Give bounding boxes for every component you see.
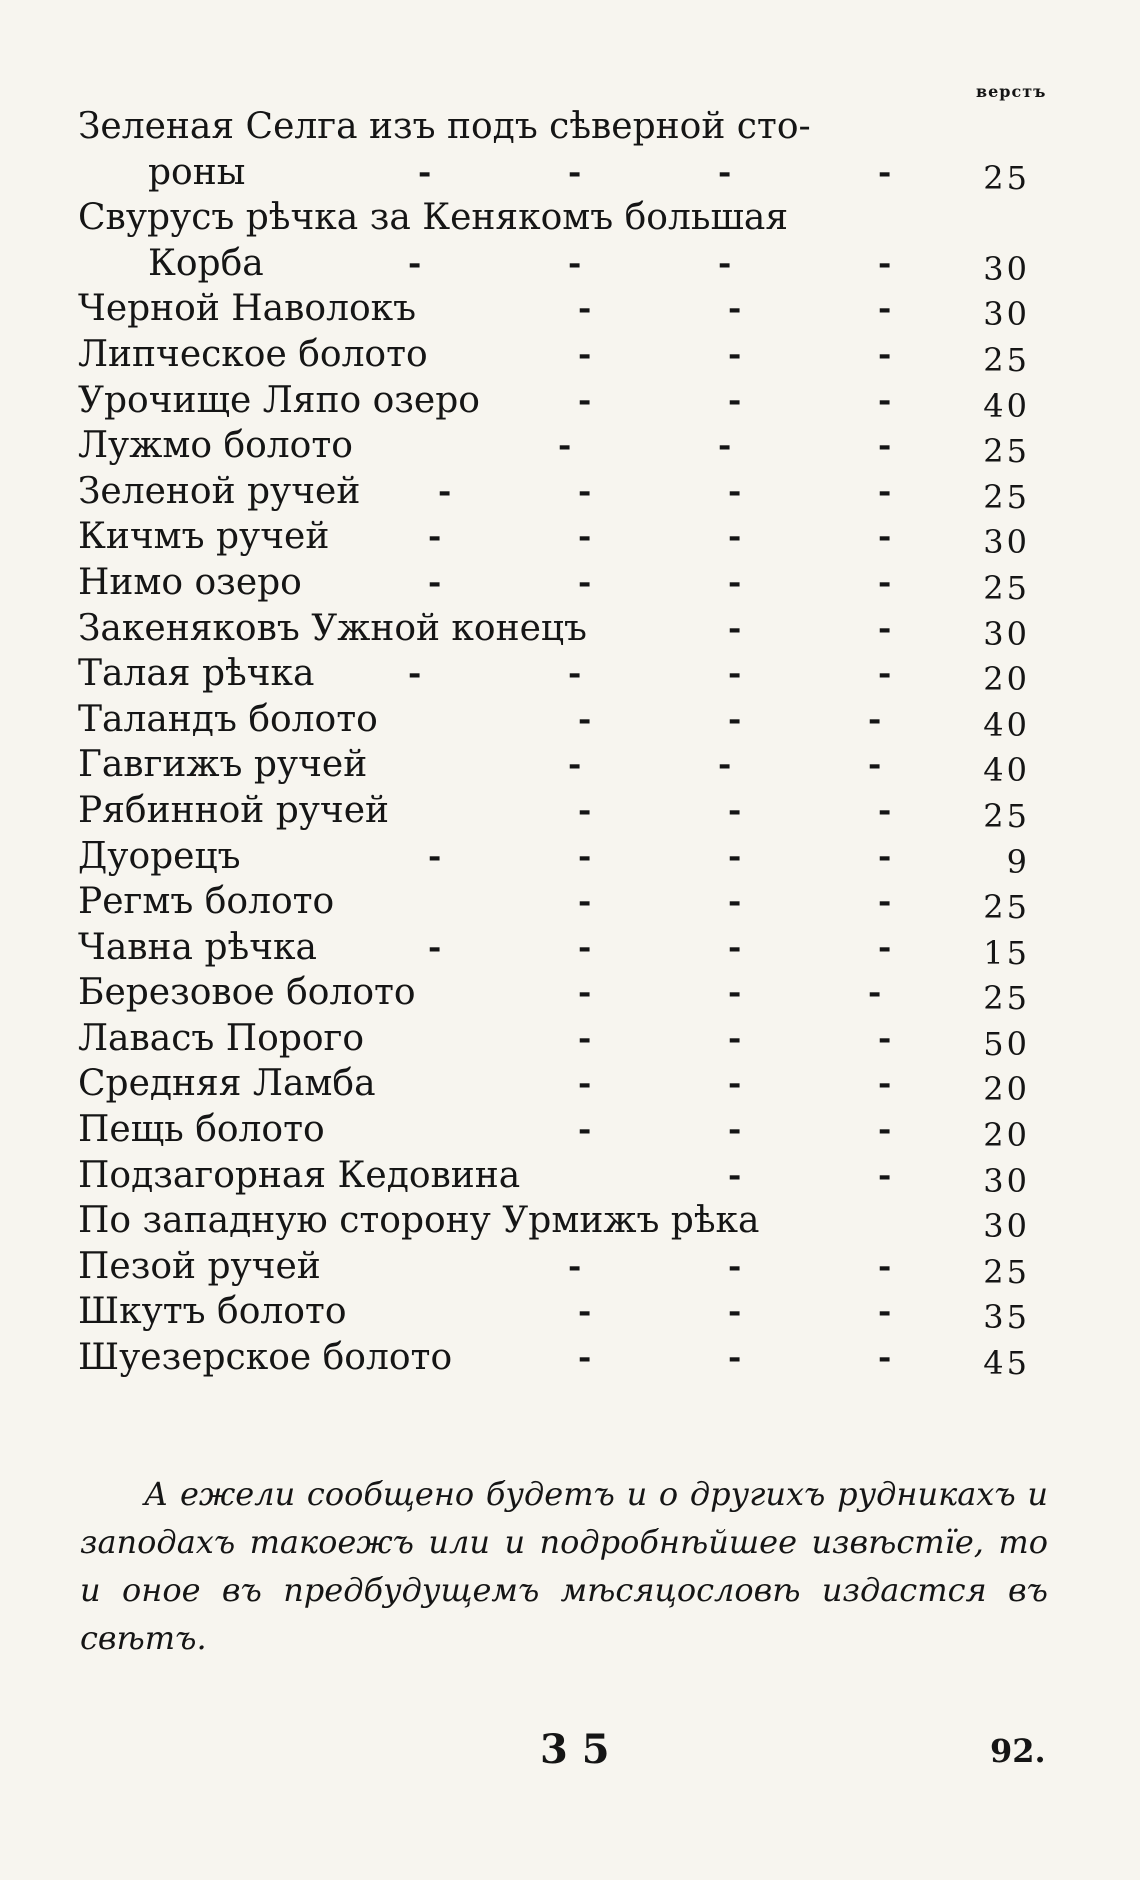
list-item — [78, 970, 1068, 1016]
list-item — [78, 1061, 1068, 1107]
leader-dash: - — [878, 471, 892, 510]
leader-dash: - — [428, 836, 442, 875]
leader-dash: - — [878, 1246, 892, 1285]
leader-dash: - — [578, 1064, 592, 1103]
distance-value: 20 — [983, 1070, 1030, 1109]
place-name: Чавна рѣчка — [78, 926, 317, 968]
distance-value: 25 — [983, 477, 1030, 516]
leader-dash: - — [578, 334, 592, 373]
leader-dash: - — [878, 380, 892, 419]
list-item — [78, 606, 1068, 652]
leader-dash: - — [408, 654, 422, 693]
place-name: Пещь болото — [78, 1109, 325, 1151]
list-item — [78, 651, 1068, 697]
place-name: Гавгижъ ручей — [78, 744, 368, 786]
distance-value: 25 — [983, 340, 1030, 379]
list-item — [78, 104, 1068, 150]
place-name: Регмъ болото — [78, 881, 335, 923]
distance-value: 30 — [983, 1161, 1030, 1200]
leader-dash: - — [728, 517, 742, 556]
place-name: Шкутъ болото — [78, 1291, 347, 1333]
list-item — [78, 879, 1068, 925]
leader-dash: - — [728, 699, 742, 738]
leader-dash: - — [878, 790, 892, 829]
list-item — [78, 378, 1068, 424]
leader-dash: - — [878, 1338, 892, 1377]
leader-dash: - — [878, 1110, 892, 1149]
leader-dash: - — [728, 1338, 742, 1377]
leader-dash: - — [868, 699, 882, 738]
leader-dash: - — [718, 152, 732, 191]
leader-dash: - — [878, 426, 892, 465]
leader-dash: - — [878, 1064, 892, 1103]
leader-dash: - — [578, 1292, 592, 1331]
leader-dash: - — [878, 1292, 892, 1331]
distance-value: 9 — [1006, 842, 1030, 881]
place-name: Пезой ручей — [78, 1245, 321, 1287]
leader-dash: - — [578, 289, 592, 328]
distance-value: 40 — [983, 386, 1030, 425]
distance-value: 25 — [983, 979, 1030, 1018]
leader-dash: - — [578, 1018, 592, 1057]
list-item — [78, 788, 1068, 834]
list-item — [78, 423, 1068, 469]
distance-value: 45 — [983, 1344, 1030, 1383]
leader-dash: - — [578, 836, 592, 875]
leader-dash: - — [728, 289, 742, 328]
place-distance-list — [78, 104, 1068, 1381]
list-item — [78, 150, 1068, 196]
leader-dash: - — [558, 426, 572, 465]
leader-dash: - — [568, 654, 582, 693]
place-name: Подзагорная Кедовина — [78, 1154, 521, 1196]
distance-value: 30 — [983, 1207, 1030, 1246]
distance-value: 15 — [983, 933, 1030, 972]
leader-dash: - — [428, 927, 442, 966]
place-name: Липческое болото — [78, 333, 428, 375]
leader-dash: - — [878, 517, 892, 556]
leader-dash: - — [728, 334, 742, 373]
leader-dash: - — [728, 1110, 742, 1149]
leader-dash: - — [878, 654, 892, 693]
leader-dash: - — [578, 1110, 592, 1149]
leader-dash: - — [868, 745, 882, 784]
distance-value: 50 — [983, 1024, 1030, 1063]
leader-dash: - — [728, 1064, 742, 1103]
leader-dash: - — [728, 836, 742, 875]
list-item — [78, 1335, 1068, 1381]
place-name: Талая рѣчка — [78, 653, 315, 695]
list-item — [78, 1198, 1068, 1244]
place-name: Свурусъ рѣчка за Кенякомъ большая — [78, 197, 789, 239]
leader-dash: - — [728, 927, 742, 966]
leader-dash: - — [728, 1246, 742, 1285]
leader-dash: - — [728, 471, 742, 510]
place-name: Урочище Ляпо озеро — [78, 379, 480, 421]
leader-dash: - — [728, 973, 742, 1012]
leader-dash: - — [878, 1155, 892, 1194]
leader-dash: - — [418, 152, 432, 191]
leader-dash: - — [428, 562, 442, 601]
distance-value: 30 — [983, 614, 1030, 653]
distance-value: 35 — [983, 1298, 1030, 1337]
leader-dash: - — [878, 289, 892, 328]
leader-dash: - — [878, 882, 892, 921]
leader-dash: - — [728, 608, 742, 647]
place-name: Рябинной ручей — [78, 789, 390, 831]
list-item — [78, 195, 1068, 241]
place-name: Средняя Ламба — [78, 1063, 376, 1105]
distance-value: 40 — [983, 705, 1030, 744]
place-name: Дуорецъ — [78, 835, 241, 877]
list-item — [78, 1107, 1068, 1153]
place-name: Лавасъ Порого — [78, 1017, 365, 1059]
place-name: Закеняковъ Ужной конецъ — [78, 607, 587, 649]
leader-dash: - — [728, 1292, 742, 1331]
leader-dash: - — [578, 973, 592, 1012]
place-name: Зеленая Селга изъ подъ сѣверной сто- — [78, 106, 811, 147]
list-item — [78, 742, 1068, 788]
distance-unit-header: верстъ — [976, 82, 1047, 101]
distance-value: 25 — [983, 568, 1030, 607]
leader-dash: - — [878, 836, 892, 875]
list-item — [78, 697, 1068, 743]
distance-value: 25 — [983, 796, 1030, 835]
place-name: Зеленой ручей — [78, 470, 361, 512]
leader-dash: - — [568, 1246, 582, 1285]
leader-dash: - — [578, 1338, 592, 1377]
place-name: Корба — [148, 242, 264, 284]
distance-value: 25 — [983, 888, 1030, 927]
leader-dash: - — [578, 562, 592, 601]
leader-dash: - — [728, 380, 742, 419]
footnote-paragraph: А ежели сообщено будетъ и о другихъ рудникахъ и заподахъ такоежъ или и подробнѣйшее извѣстїе, то и оное въ предбудущемъ мѣсяцословѣ издастся въ свѣтъ. — [80, 1475, 1048, 1657]
leader-dash: - — [568, 243, 582, 282]
distance-value: 20 — [983, 660, 1030, 699]
place-name: По западную сторону Урмижъ рѣка — [78, 1200, 760, 1242]
place-name: Лужмо болото — [78, 425, 353, 467]
leader-dash: - — [878, 927, 892, 966]
distance-value: 20 — [983, 1116, 1030, 1155]
list-item — [78, 560, 1068, 606]
list-item — [78, 332, 1068, 378]
leader-dash: - — [728, 654, 742, 693]
list-item — [78, 286, 1068, 332]
distance-value: 25 — [983, 158, 1030, 197]
place-name: Березовое болото — [78, 972, 416, 1014]
leader-dash: - — [718, 243, 732, 282]
place-name: роны — [148, 151, 246, 193]
leader-dash: - — [568, 745, 582, 784]
leader-dash: - — [878, 608, 892, 647]
leader-dash: - — [878, 1018, 892, 1057]
list-item — [78, 469, 1068, 515]
leader-dash: - — [578, 699, 592, 738]
leader-dash: - — [408, 243, 422, 282]
leader-dash: - — [718, 745, 732, 784]
leader-dash: - — [578, 471, 592, 510]
page-number: 92. — [990, 1732, 1046, 1770]
distance-value: 30 — [983, 249, 1030, 288]
leader-dash: - — [878, 243, 892, 282]
leader-dash: - — [578, 927, 592, 966]
leader-dash: - — [728, 790, 742, 829]
list-item — [78, 834, 1068, 880]
leader-dash: - — [578, 882, 592, 921]
list-item — [78, 241, 1068, 287]
place-name: Кичмъ ручей — [78, 516, 330, 558]
place-name: Черной Наволокъ — [78, 288, 417, 330]
list-item — [78, 1244, 1068, 1290]
leader-dash: - — [578, 790, 592, 829]
leader-dash: - — [878, 334, 892, 373]
place-name: Таландъ болото — [78, 698, 378, 740]
leader-dash: - — [728, 1155, 742, 1194]
leader-dash: - — [728, 882, 742, 921]
distance-value: 30 — [983, 295, 1030, 334]
list-item — [78, 925, 1068, 971]
leader-dash: - — [578, 380, 592, 419]
leader-dash: - — [728, 1018, 742, 1057]
leader-dash: - — [438, 471, 452, 510]
leader-dash: - — [728, 562, 742, 601]
leader-dash: - — [718, 426, 732, 465]
leader-dash: - — [428, 517, 442, 556]
signature-mark: 3 5 — [540, 1726, 610, 1773]
leader-dash: - — [578, 517, 592, 556]
list-item — [78, 514, 1068, 560]
leader-dash: - — [878, 152, 892, 191]
list-item — [78, 1016, 1068, 1062]
distance-value: 40 — [983, 751, 1030, 790]
place-name: Шуезерское болото — [78, 1337, 453, 1379]
leader-dash: - — [878, 562, 892, 601]
list-item — [78, 1153, 1068, 1199]
distance-value: 30 — [983, 523, 1030, 562]
distance-value: 25 — [983, 432, 1030, 471]
list-item — [78, 1289, 1068, 1335]
leader-dash: - — [568, 152, 582, 191]
distance-value: 25 — [983, 1252, 1030, 1291]
leader-dash: - — [868, 973, 882, 1012]
place-name: Нимо озеро — [78, 561, 302, 603]
